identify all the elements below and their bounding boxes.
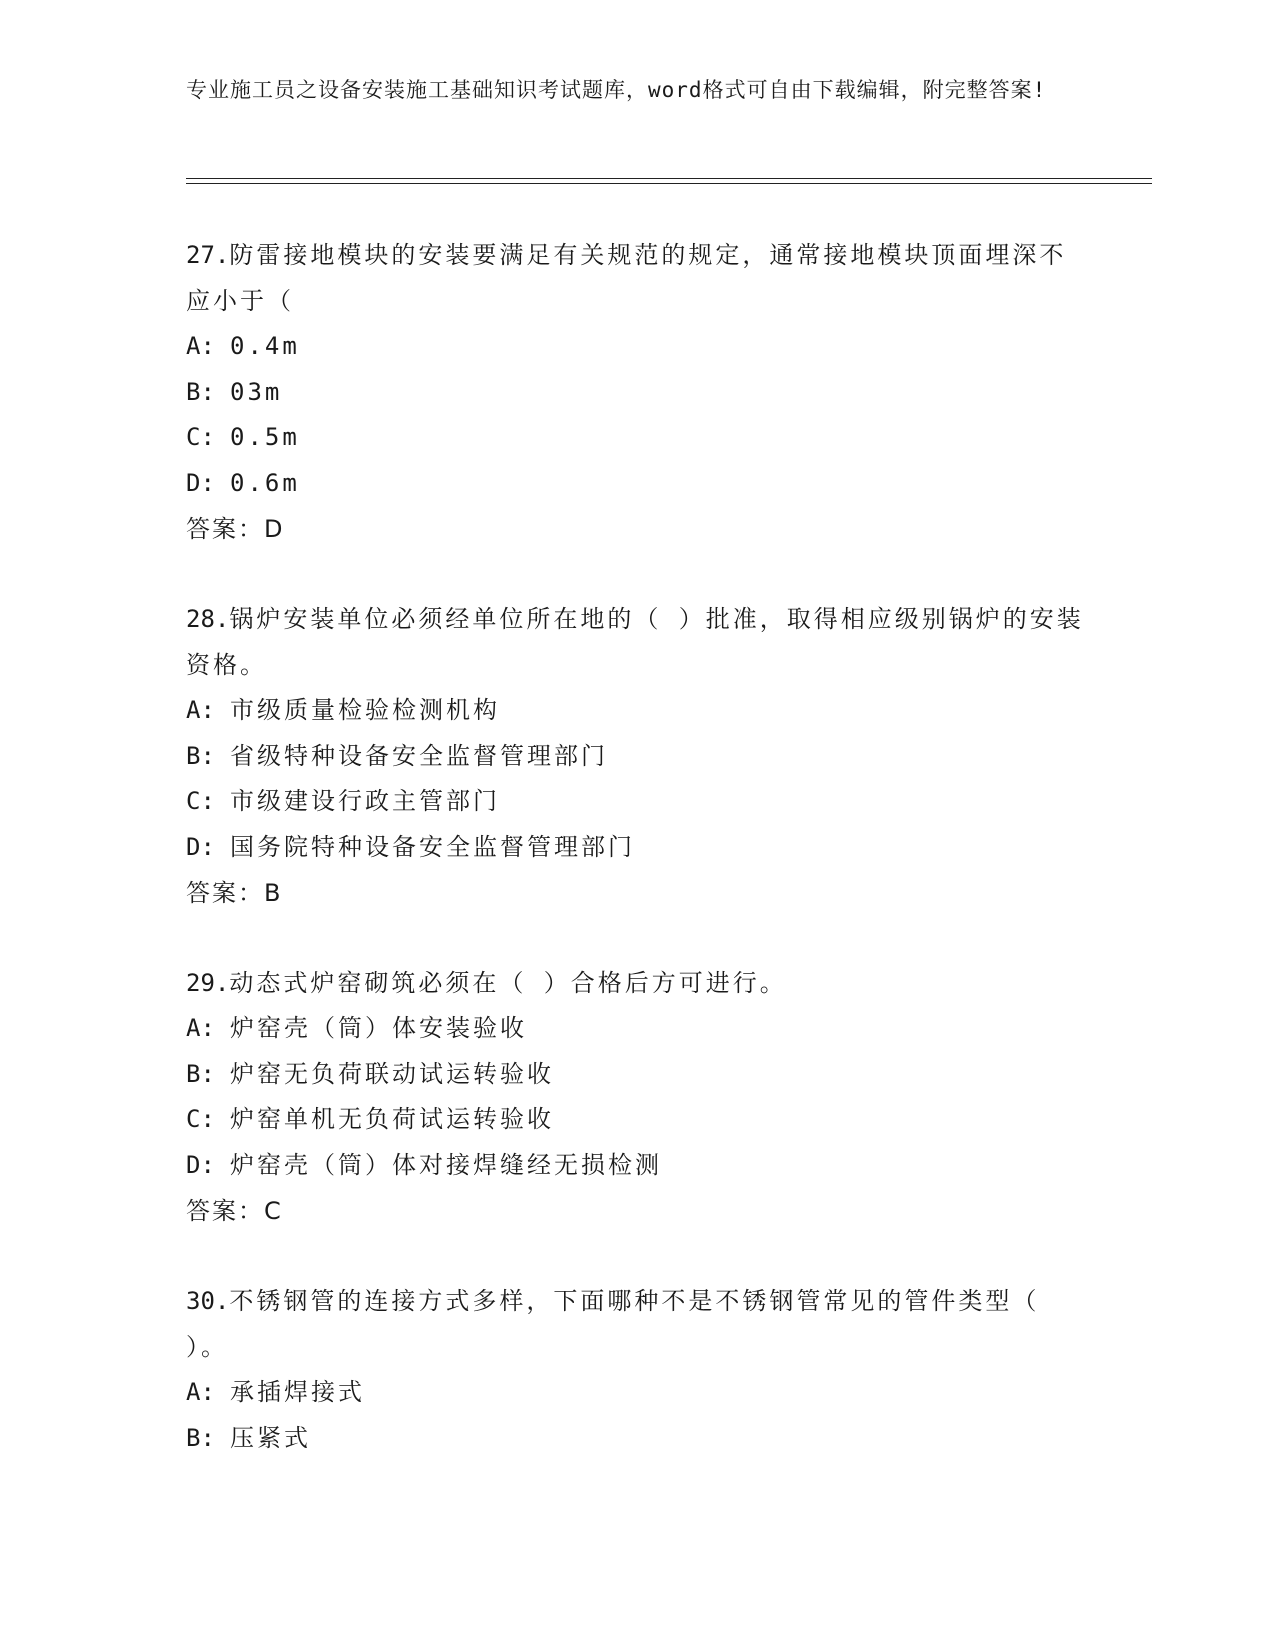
option-key: B: xyxy=(186,377,215,406)
header-text: 专业施工员之设备安装施工基础知识考试题库，word格式可自由下载编辑，附完整答案! xyxy=(186,78,1047,102)
question-text: 不锈钢管的连接方式多样，下面哪种不是不锈钢管常见的管件类型（ ）。 xyxy=(186,1287,1040,1361)
option-key: C: xyxy=(186,787,215,815)
option-key: B: xyxy=(186,1059,215,1088)
option-text: 国务院特种设备安全监督管理部门 xyxy=(230,832,635,861)
question-number: 30. xyxy=(186,1287,230,1315)
question-number: 28. xyxy=(186,605,230,633)
question-30 xyxy=(186,1278,1086,1461)
option-d xyxy=(186,461,1086,507)
answer-line: 答案：D xyxy=(186,515,285,543)
header-divider-bottom xyxy=(186,183,1152,184)
option-d xyxy=(186,825,1086,871)
option-d xyxy=(186,1143,1086,1189)
option-c xyxy=(186,779,1086,825)
question-stem xyxy=(186,1278,1086,1370)
option-text: 炉窑无负荷联动试运转验收 xyxy=(230,1059,554,1088)
option-a xyxy=(186,1370,1086,1416)
option-text: 0.4m xyxy=(230,332,300,360)
option-key: A: xyxy=(186,1378,215,1406)
option-text: 市级质量检验检测机构 xyxy=(230,696,500,724)
option-text: 炉窑壳（筒）体对接焊缝经无损检测 xyxy=(230,1150,662,1179)
question-stem xyxy=(186,596,1086,688)
option-b xyxy=(186,1052,1086,1098)
option-a xyxy=(186,324,1086,370)
option-key: A: xyxy=(186,332,215,360)
option-key: B: xyxy=(186,1423,215,1452)
answer-line: 答案：B xyxy=(186,879,283,907)
question-stem xyxy=(186,232,1086,324)
question-27 xyxy=(186,232,1086,552)
option-text: 0.5m xyxy=(230,423,300,451)
option-key: A: xyxy=(186,696,215,724)
option-key: D: xyxy=(186,1150,215,1179)
document-header xyxy=(186,74,1066,106)
question-29 xyxy=(186,960,1086,1234)
option-key: C: xyxy=(186,423,215,451)
option-b xyxy=(186,1416,1086,1462)
option-text: 承插焊接式 xyxy=(230,1378,365,1406)
question-28 xyxy=(186,596,1086,916)
question-list xyxy=(186,232,1086,1505)
option-key: B: xyxy=(186,741,215,770)
option-text: 市级建设行政主管部门 xyxy=(230,787,500,815)
option-a xyxy=(186,1006,1086,1052)
option-text: 省级特种设备安全监督管理部门 xyxy=(230,741,608,770)
option-b xyxy=(186,370,1086,416)
option-text: 0.6m xyxy=(230,468,300,497)
question-text: 动态式炉窑砌筑必须在（ ）合格后方可进行。 xyxy=(229,969,787,997)
option-text: 03m xyxy=(230,377,283,406)
answer-line: 答案：C xyxy=(186,1197,283,1225)
option-key: A: xyxy=(186,1014,215,1042)
option-key: C: xyxy=(186,1105,215,1133)
question-text: 防雷接地模块的安装要满足有关规范的规定，通常接地模块顶面埋深不应小于（ xyxy=(186,241,1067,315)
option-text: 压紧式 xyxy=(230,1423,311,1452)
option-a xyxy=(186,688,1086,734)
option-c xyxy=(186,1097,1086,1143)
question-number: 27. xyxy=(186,241,230,269)
option-text: 炉窑单机无负荷试运转验收 xyxy=(230,1105,554,1133)
option-key: D: xyxy=(186,832,215,861)
option-key: D: xyxy=(186,468,215,497)
question-stem xyxy=(186,960,1086,1006)
option-b xyxy=(186,734,1086,780)
option-c xyxy=(186,415,1086,461)
header-divider-top xyxy=(186,178,1152,179)
question-number: 29. xyxy=(186,969,230,997)
question-text: 锅炉安装单位必须经单位所在地的（ ）批准，取得相应级别锅炉的安装资格。 xyxy=(186,605,1084,679)
option-text: 炉窑壳（筒）体安装验收 xyxy=(230,1014,527,1042)
